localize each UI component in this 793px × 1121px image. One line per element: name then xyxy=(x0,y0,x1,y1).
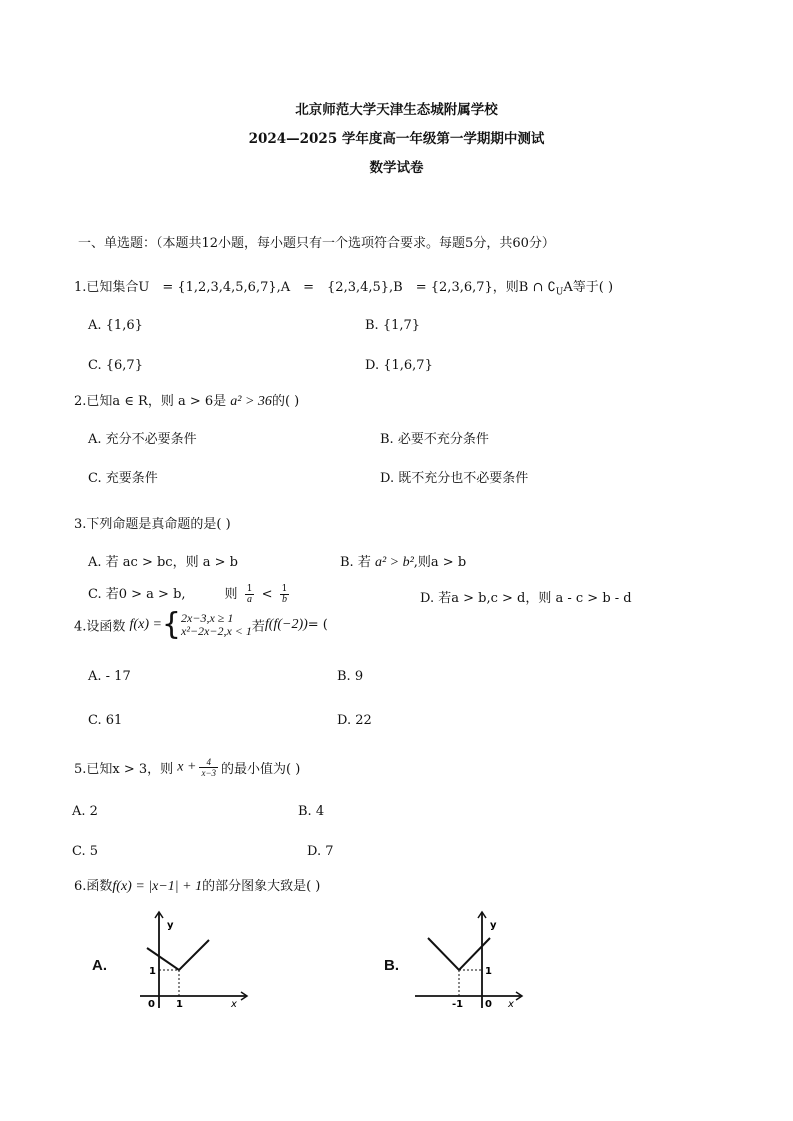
q4-brace: { xyxy=(161,607,182,642)
q3-option-d: D. 若a > b,c > d，则 a - c > b - d xyxy=(420,591,632,606)
q2-option-d: D. 既不充分也不必要条件 xyxy=(380,471,529,486)
q1-complement-sub: U xyxy=(555,287,564,298)
q5-stem-suffix: 的最小值为( ) xyxy=(221,762,301,777)
question-1-stem xyxy=(74,276,613,298)
q3-frac1-den: a xyxy=(247,594,253,605)
q6-stem-suffix: 的部分图象大致是( ) xyxy=(202,879,321,894)
q4-suffix-text: 若 xyxy=(251,619,265,635)
q5-option-b: B. 4 xyxy=(298,804,325,819)
q4-option-b: B. 9 xyxy=(337,669,364,684)
q3-frac2-den: b xyxy=(281,594,287,605)
q2-stem-math: a² > 36 xyxy=(230,394,272,409)
q4-cases xyxy=(181,612,252,638)
q1-complement: ∁ xyxy=(547,280,556,295)
q5-frac-den: x−3 xyxy=(201,768,217,778)
q5-math-x: x + xyxy=(177,759,197,775)
q5-option-a: A. 2 xyxy=(72,804,98,819)
q4-option-c: C. 61 xyxy=(88,713,123,728)
graph-b-tick-y: 1 xyxy=(485,966,492,977)
section-heading: 一、单选题：（本题共12小题，每小题只有一个选项符合要求。每题5分，共60分） xyxy=(78,236,555,251)
q4-stem-end: = ( xyxy=(307,617,328,633)
q4-stem-prefix: 4.设函数 xyxy=(74,619,126,635)
q3-optb-math: a² > b² xyxy=(374,555,414,570)
graph-b-label: B. xyxy=(384,957,399,974)
term-title: 2024—2025 学年度高一年级第一学期期中测试 xyxy=(248,131,545,147)
graph-a-label: A. xyxy=(92,957,107,974)
q3-optc-lt: < xyxy=(261,587,273,602)
q4-case-1: 2x−3,x ≥ 1 xyxy=(181,611,234,625)
q3-option-c xyxy=(88,583,292,605)
q3-optc-prefix: C. 若0 > a > b, 则 xyxy=(88,587,238,602)
q3-optc-frac2 xyxy=(280,584,290,605)
question-5-stem xyxy=(74,757,300,778)
q3-option-b xyxy=(340,551,466,571)
q3-optb-suffix: ,则a > b xyxy=(413,555,467,570)
q5-frac xyxy=(199,757,218,778)
q4-fx: f(x) = xyxy=(129,617,162,632)
graph-a-tick-x: 1 xyxy=(176,999,183,1010)
q1-option-a: A. {1,6} xyxy=(88,318,143,333)
q3-option-a: A. 若 ac > bc，则 a > b xyxy=(88,555,238,570)
q5-frac-num: 4 xyxy=(199,757,218,768)
graph-b xyxy=(410,908,535,1013)
q6-stem-math: f(x) = |x−1| + 1 xyxy=(112,879,203,894)
q5-option-c: C. 5 xyxy=(72,844,99,859)
graph-a-x-label: x xyxy=(231,999,237,1010)
q4-option-a: A. - 17 xyxy=(88,669,131,684)
q5-stem-prefix: 5.已知x > 3，则 xyxy=(74,762,178,777)
q6-stem-prefix: 6.函数 xyxy=(74,879,113,894)
graph-a-origin: 0 xyxy=(148,999,155,1010)
q3-optb-prefix: B. 若 xyxy=(340,555,375,570)
graph-a xyxy=(135,908,255,1013)
q4-option-d: D. 22 xyxy=(337,713,372,728)
graph-b-origin: 0 xyxy=(485,999,492,1010)
graph-a-y-label: y xyxy=(167,920,174,931)
question-3-stem: 3.下列命题是真命题的是( ) xyxy=(74,517,231,532)
q4-case-2: x²−2x−2,x < 1 xyxy=(181,624,252,638)
q3-optc-frac1 xyxy=(245,584,255,605)
q1-option-b: B. {1,7} xyxy=(365,318,421,333)
q2-stem-suffix: 的( ) xyxy=(271,394,300,409)
q5-option-d: D. 7 xyxy=(307,844,334,859)
question-2-stem xyxy=(74,390,299,410)
graph-b-y-label: y xyxy=(490,920,497,931)
q1-option-c: C. {6,7} xyxy=(88,358,143,373)
q2-stem-prefix: 2.已知a ∈ R，则 a > 6是 xyxy=(74,394,231,409)
q2-option-c: C. 充要条件 xyxy=(88,471,158,486)
question-6-stem xyxy=(74,875,320,895)
q4-suffix-math: f(f(−2)) xyxy=(264,617,308,632)
q2-option-a: A. 充分不必要条件 xyxy=(88,432,197,447)
question-4-stem xyxy=(74,607,328,642)
q3-frac1-num: 1 xyxy=(246,584,253,594)
graph-a-curve xyxy=(147,940,209,970)
q2-option-b: B. 必要不充分条件 xyxy=(380,432,489,447)
graph-a-tick-y: 1 xyxy=(149,966,156,977)
school-title: 北京师范大学天津生态城附属学校 xyxy=(295,102,498,118)
q3-frac2-num: 1 xyxy=(281,584,288,594)
graph-b-tick-x: -1 xyxy=(452,999,464,1010)
q1-option-d: D. {1,6,7} xyxy=(365,358,433,373)
q1-stem-suffix: A等于( ) xyxy=(563,280,614,295)
q1-stem-prefix: 1.已知集合U = {1,2,3,4,5,6,7},A = {2,3,4,5},B = {2,3,6,7}，则B ∩ xyxy=(74,280,548,295)
subject-title: 数学试卷 xyxy=(369,160,424,176)
graph-b-curve xyxy=(428,938,490,970)
graph-b-x-label: x xyxy=(508,999,514,1010)
